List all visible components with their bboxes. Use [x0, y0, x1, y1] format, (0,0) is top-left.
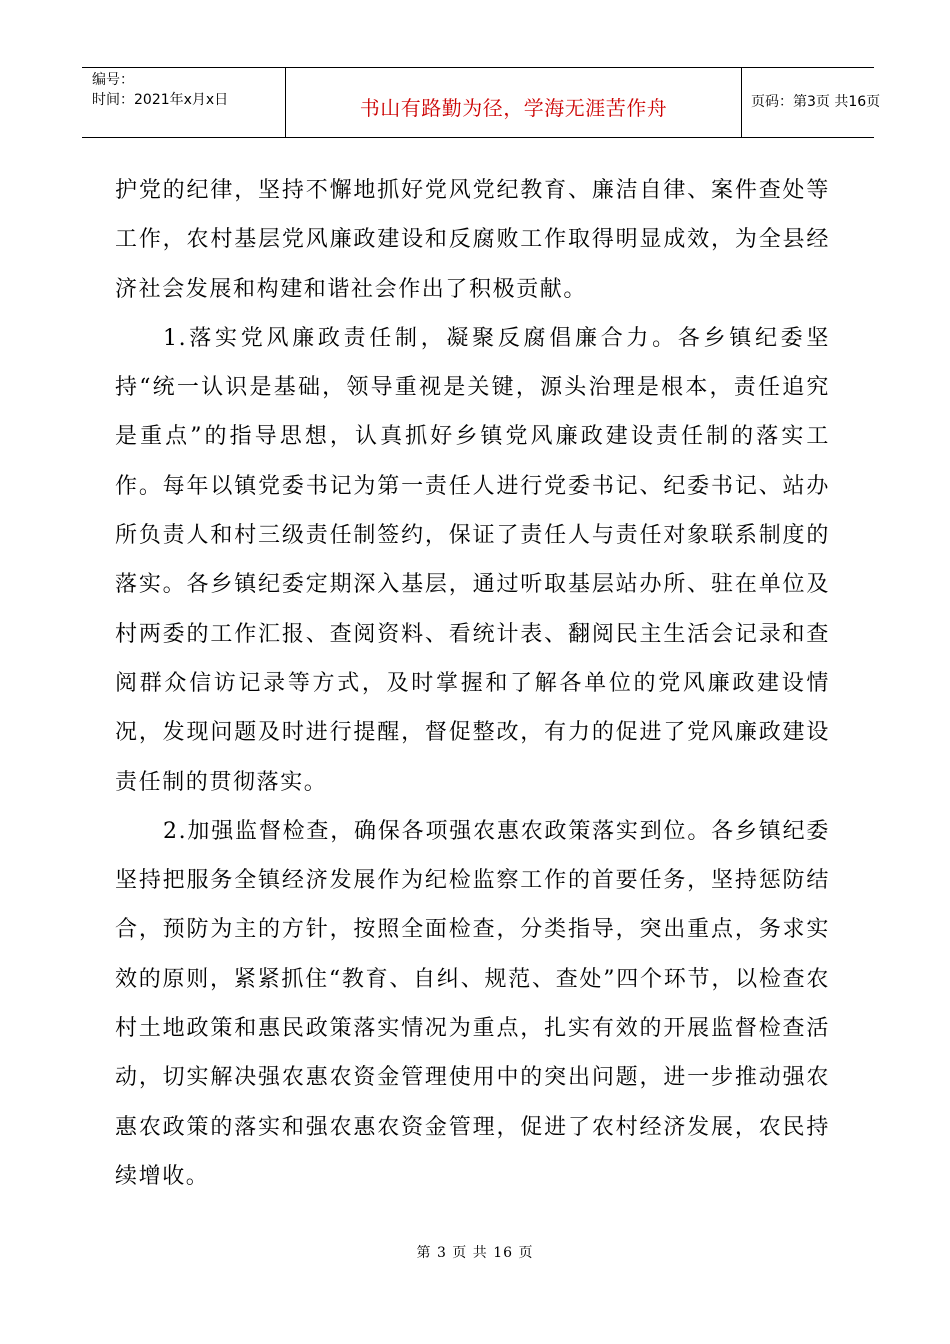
document-number-label: 编号： — [92, 72, 134, 88]
document-date-label: 时间：2021年x月x日 — [92, 92, 229, 108]
header-right-cell — [741, 68, 881, 137]
header-middle-cell — [285, 68, 742, 137]
document-body — [115, 166, 830, 1201]
paragraph-item-2: 2.加强监督检查，确保各项强农惠农政策落实到位。各乡镇纪委坚持把服务全镇经济发展作为纪检监察工作的首要任务，坚持惩防结合，预防为主的方针，按照全面检查，分类指导，突出重点，务求实效的原则，紧紧抓住“教育、自纠、规范、查处”四个环节，以检查农村土地政策和惠民政策落实情况为重点，扎实有效的开展监督检查活动，切实解决强农惠农资金管理使用中的突出问题，进一步推动强农惠农政策的落实和强农惠农资金管理，促进了农村经济发展，农民持续增收。 — [115, 818, 830, 1189]
header-table — [82, 67, 881, 138]
header-motto: 书山有路勤为径，学海无涯苦作舟 — [359, 96, 668, 120]
page-footer: 第 3 页 共 16 页 — [416, 1245, 534, 1261]
paragraph-continuation: 护党的纪律，坚持不懈地抓好党风党纪教育、廉洁自律、案件查处等工作，农村基层党风廉政建设和反腐败工作取得明显成效，为全县经济社会发展和构建和谐社会作出了积极贡献。 — [115, 178, 830, 302]
paragraph-item-1: 1.落实党风廉政责任制，凝聚反腐倡廉合力。各乡镇纪委坚持“统一认识是基础，领导重视是关键，源头治理是根本，责任追究是重点”的指导思想，认真抓好乡镇党风廉政建设责任制的落实工作。每年以镇党委书记为第一责任人进行党委书记、纪委书记、站办所负责人和村三级责任制签约，保证了责任人与责任对象联系制度的落实。各乡镇纪委定期深入基层，通过听取基层站办所、驻在单位及村两委的工作汇报、查阅资料、看统计表、翻阅民主生活会记录和查阅群众信访记录等方式，及时掌握和了解各单位的党风廉政建设情况，发现问题及时进行提醒，督促整改，有力的促进了党风廉政建设责任制的贯彻落实。 — [115, 325, 830, 795]
header-page-label: 页码：第3页 共16页 — [751, 94, 881, 110]
header-left-cell — [82, 68, 285, 137]
